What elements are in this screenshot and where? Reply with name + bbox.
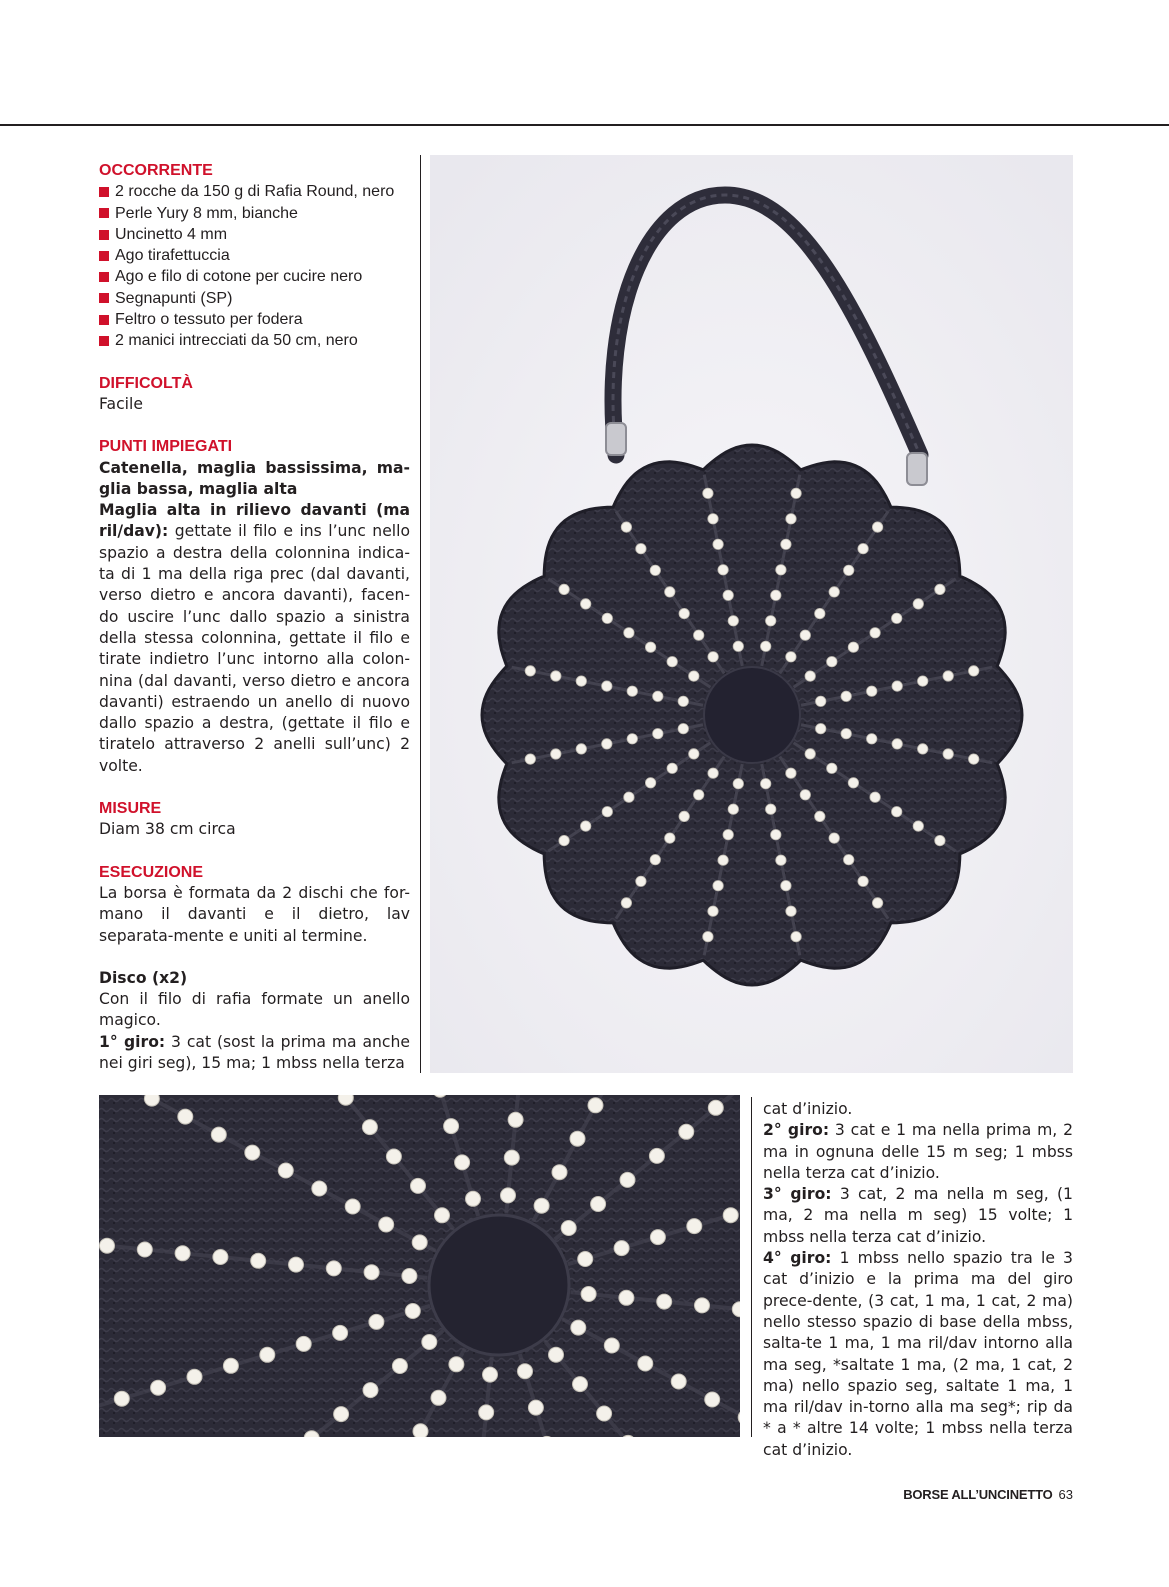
pearl bbox=[708, 514, 718, 524]
pearl bbox=[479, 1405, 494, 1420]
pearl bbox=[829, 587, 839, 597]
pearl bbox=[619, 1290, 634, 1305]
pearl bbox=[679, 1124, 694, 1139]
pearl bbox=[844, 855, 854, 865]
bag-photo bbox=[430, 155, 1073, 1073]
pearl bbox=[588, 1098, 603, 1113]
pearl bbox=[559, 835, 569, 845]
pearl bbox=[913, 599, 923, 609]
pearl bbox=[326, 1261, 341, 1276]
pearl bbox=[627, 734, 637, 744]
pearl bbox=[805, 671, 815, 681]
detail-photo bbox=[99, 1095, 740, 1437]
pearl bbox=[100, 1238, 115, 1253]
pearl bbox=[627, 686, 637, 696]
list-item: 2 rocche da 150 g di Rafia Round, nero bbox=[99, 181, 410, 202]
pearl bbox=[620, 1172, 635, 1187]
pearl bbox=[761, 641, 771, 651]
pearl bbox=[892, 739, 902, 749]
pearl bbox=[689, 671, 699, 681]
pearl bbox=[597, 1406, 612, 1421]
round-1: 1° giro: 3 cat (sost la prima ma anche nei giri seg), 15 ma; 1 mbss nella terza bbox=[99, 1032, 410, 1072]
pearl bbox=[624, 792, 634, 802]
pearl bbox=[604, 1338, 619, 1353]
pearl bbox=[449, 1357, 464, 1372]
difficolta-value: Facile bbox=[99, 394, 143, 413]
pearl bbox=[551, 671, 561, 681]
pearl bbox=[848, 642, 858, 652]
esecuzione-text: La borsa è formata da 2 dischi che for-mano il davanti e il dietro, lav separata-mente e uniti al termine. bbox=[99, 883, 410, 945]
pearl bbox=[369, 1314, 384, 1329]
pearl bbox=[943, 671, 953, 681]
pearl bbox=[870, 628, 880, 638]
pearl bbox=[602, 739, 612, 749]
pearl bbox=[614, 1241, 629, 1256]
list-item: Ago tirafettuccia bbox=[99, 245, 410, 266]
pearl bbox=[827, 763, 837, 773]
pearl bbox=[848, 778, 858, 788]
pearl bbox=[289, 1257, 304, 1272]
pearl bbox=[581, 599, 591, 609]
pearl bbox=[771, 590, 781, 600]
magazine-title: BORSE ALL’UNCINETTO bbox=[903, 1487, 1053, 1502]
pearl bbox=[534, 1198, 549, 1213]
pearl bbox=[363, 1383, 378, 1398]
pearl bbox=[552, 1165, 567, 1180]
pearl bbox=[708, 768, 718, 778]
pearl bbox=[969, 754, 979, 764]
misure-heading: MISURE bbox=[99, 800, 162, 818]
pearl bbox=[771, 830, 781, 840]
pearl bbox=[431, 1390, 446, 1405]
pearl bbox=[827, 657, 837, 667]
pearl bbox=[528, 1400, 543, 1415]
pearl bbox=[791, 932, 801, 942]
pearl bbox=[892, 807, 902, 817]
pearl bbox=[679, 811, 689, 821]
bullet-square-icon bbox=[99, 336, 109, 346]
pearl bbox=[841, 691, 851, 701]
pearl bbox=[653, 729, 663, 739]
pearl bbox=[723, 830, 733, 840]
column-divider bbox=[751, 1097, 752, 1437]
pearl bbox=[781, 881, 791, 891]
pearl bbox=[805, 749, 815, 759]
list-item: Feltro o tessuto per fodera bbox=[99, 309, 410, 330]
pearl bbox=[708, 652, 718, 662]
pearl bbox=[918, 744, 928, 754]
pearl bbox=[665, 833, 675, 843]
pearl bbox=[728, 616, 738, 626]
pearl bbox=[621, 522, 631, 532]
pearl bbox=[872, 522, 882, 532]
misure-value: Diam 38 cm circa bbox=[99, 820, 236, 839]
pearl bbox=[718, 855, 728, 865]
pearl bbox=[815, 608, 825, 618]
pearl bbox=[151, 1380, 166, 1395]
pearl bbox=[573, 1377, 588, 1392]
pearl bbox=[650, 855, 660, 865]
pearl bbox=[816, 696, 826, 706]
pearl bbox=[581, 1287, 596, 1302]
list-item: Uncinetto 4 mm bbox=[99, 224, 410, 245]
pearl bbox=[829, 833, 839, 843]
difficolta-heading: DIFFICOLTÀ bbox=[99, 374, 193, 392]
pearl bbox=[786, 768, 796, 778]
pearl bbox=[559, 584, 569, 594]
pearl bbox=[345, 1199, 360, 1214]
pearl bbox=[786, 652, 796, 662]
bag-illustration bbox=[430, 155, 1073, 1073]
disco-heading: Disco (x2) bbox=[99, 968, 188, 987]
bullet-square-icon bbox=[99, 293, 109, 303]
list-item: 2 manici intrecciati da 50 cm, nero bbox=[99, 330, 410, 351]
pearl bbox=[844, 565, 854, 575]
pearl bbox=[935, 835, 945, 845]
pearl bbox=[245, 1145, 260, 1160]
pearl bbox=[638, 1356, 653, 1371]
page-number: 63 bbox=[1058, 1487, 1073, 1502]
pearl bbox=[213, 1250, 228, 1265]
pearl bbox=[561, 1221, 576, 1236]
pearl bbox=[867, 686, 877, 696]
pearl bbox=[591, 1197, 606, 1212]
pearl bbox=[969, 666, 979, 676]
pearl bbox=[551, 749, 561, 759]
pearl bbox=[695, 1298, 710, 1313]
round-4: 4° giro: 1 mbss nello spazio tra le 3 cat d’inizio e la prima ma del giro prece-dente, (3 cat, 1 ma, 1 cat, 2 ma) nello stesso spazio di base della mbss, salta-te 1 ma, 1 ma ril/dav intorno alla ma seg, *saltate 1 ma, (2 ma, 1 cat, 2 ma) nello spazio seg, saltate 1 ma, 1 ma ril/dav in-torno alla ma seg*; rip da * a * altre 14 volte; 1 mbss nella terza cat d’inizio. bbox=[763, 1249, 1073, 1459]
pearl bbox=[892, 681, 902, 691]
pearl bbox=[402, 1269, 417, 1284]
pearl bbox=[645, 778, 655, 788]
pearl bbox=[211, 1127, 226, 1142]
pearl bbox=[708, 906, 718, 916]
stitch-list-line: Catenella, maglia bassissima, ma- bbox=[99, 458, 410, 477]
pearl bbox=[733, 641, 743, 651]
top-rule bbox=[0, 124, 1169, 126]
pearl bbox=[636, 544, 646, 554]
pearl bbox=[870, 792, 880, 802]
occorrente-heading: OCCORRENTE bbox=[99, 162, 213, 179]
pearl bbox=[728, 804, 738, 814]
stitch-definition bbox=[99, 500, 410, 777]
pearl bbox=[761, 779, 771, 789]
pearl bbox=[405, 1304, 420, 1319]
stitch-list-line: glia bassa, maglia alta bbox=[99, 479, 298, 498]
pearl bbox=[650, 565, 660, 575]
pearl bbox=[412, 1235, 427, 1250]
pearl bbox=[867, 734, 877, 744]
bullet-square-icon bbox=[99, 272, 109, 282]
pearl bbox=[571, 1320, 586, 1335]
disco-intro: Con il filo di rafia formate un anello magico. bbox=[99, 990, 410, 1030]
pearl bbox=[624, 628, 634, 638]
esecuzione-heading: ESECUZIONE bbox=[99, 863, 204, 881]
pearl bbox=[776, 565, 786, 575]
pearl bbox=[657, 1294, 672, 1309]
pearl bbox=[483, 1367, 498, 1382]
list-item: Perle Yury 8 mm, bianche bbox=[99, 203, 410, 224]
pearl bbox=[645, 642, 655, 652]
pearl bbox=[296, 1336, 311, 1351]
pearl bbox=[525, 754, 535, 764]
bullet-square-icon bbox=[99, 230, 109, 240]
pearl bbox=[918, 676, 928, 686]
pearl bbox=[786, 514, 796, 524]
pearl bbox=[364, 1265, 379, 1280]
pearl bbox=[602, 807, 612, 817]
pearl bbox=[667, 657, 677, 667]
column-divider bbox=[420, 155, 421, 1073]
pearl bbox=[678, 724, 688, 734]
pearl bbox=[251, 1253, 266, 1268]
pearl bbox=[892, 613, 902, 623]
pearl bbox=[858, 544, 868, 554]
pearl bbox=[913, 821, 923, 831]
detail-illustration bbox=[99, 1095, 740, 1437]
pearl bbox=[576, 676, 586, 686]
pearl bbox=[872, 898, 882, 908]
pearl bbox=[766, 616, 776, 626]
pearl bbox=[786, 906, 796, 916]
pearl bbox=[943, 749, 953, 759]
pearl bbox=[665, 587, 675, 597]
pearl bbox=[841, 729, 851, 739]
pearl bbox=[694, 790, 704, 800]
pearl bbox=[362, 1120, 377, 1135]
disk-center bbox=[704, 667, 800, 763]
pearl bbox=[636, 876, 646, 886]
pearl bbox=[466, 1191, 481, 1206]
right-column bbox=[763, 1099, 1073, 1461]
pearl bbox=[312, 1181, 327, 1196]
pearl bbox=[334, 1407, 349, 1422]
pearl bbox=[578, 1252, 593, 1267]
pearl bbox=[671, 1374, 686, 1389]
pearl bbox=[602, 681, 612, 691]
pearl bbox=[766, 804, 776, 814]
pearl bbox=[581, 821, 591, 831]
left-column bbox=[99, 160, 410, 1074]
round-2: 2° giro: 3 cat e 1 ma nella prima m, 2 ma in ognuna delle 15 m seg; 1 mbss nella terza cat d’inizio. bbox=[763, 1121, 1073, 1182]
pearl bbox=[422, 1335, 437, 1350]
materials-list bbox=[99, 181, 410, 351]
metal-ring bbox=[907, 453, 927, 485]
crochet-disk bbox=[482, 445, 1022, 985]
pearl bbox=[935, 584, 945, 594]
pearl bbox=[549, 1347, 564, 1362]
pearl bbox=[858, 876, 868, 886]
pearl bbox=[653, 691, 663, 701]
pearl bbox=[815, 811, 825, 821]
pearl bbox=[705, 1392, 720, 1407]
pearl bbox=[444, 1119, 459, 1134]
pearl bbox=[733, 779, 743, 789]
pearl bbox=[411, 1178, 426, 1193]
pearl bbox=[723, 1208, 738, 1223]
pearl bbox=[718, 565, 728, 575]
pearl bbox=[508, 1112, 523, 1127]
pearl bbox=[708, 1100, 723, 1115]
pearl bbox=[723, 590, 733, 600]
pearl bbox=[776, 855, 786, 865]
page-footer bbox=[903, 1487, 1073, 1502]
punti-heading: PUNTI IMPIEGATI bbox=[99, 438, 233, 456]
pearl bbox=[333, 1325, 348, 1340]
pearl bbox=[667, 763, 677, 773]
pearl bbox=[392, 1359, 407, 1374]
pearl bbox=[800, 630, 810, 640]
pearl bbox=[703, 932, 713, 942]
pearl bbox=[679, 608, 689, 618]
pearl bbox=[187, 1369, 202, 1384]
bullet-square-icon bbox=[99, 187, 109, 197]
round-1-continued: cat d’inizio. bbox=[763, 1100, 853, 1118]
pearl bbox=[223, 1358, 238, 1373]
round-3: 3° giro: 3 cat, 2 ma nella m seg, (1 ma, 2 ma nella m seg) 15 volte; 1 mbss nella terza cat d’inizio. bbox=[763, 1185, 1073, 1246]
bullet-square-icon bbox=[99, 208, 109, 218]
pearl bbox=[137, 1242, 152, 1257]
pearl bbox=[576, 744, 586, 754]
stitch-term: Maglia alta in rilievo davanti (ma ril/dav): bbox=[99, 501, 410, 541]
pearl bbox=[260, 1347, 275, 1362]
pearl bbox=[175, 1246, 190, 1261]
pearl bbox=[694, 630, 704, 640]
pearl bbox=[689, 749, 699, 759]
pearl bbox=[713, 881, 723, 891]
list-item: Segnapunti (SP) bbox=[99, 288, 410, 309]
pearl bbox=[816, 724, 826, 734]
pearl bbox=[687, 1219, 702, 1234]
pearl bbox=[781, 539, 791, 549]
pearl bbox=[791, 488, 801, 498]
pearl bbox=[501, 1188, 516, 1203]
pearl bbox=[650, 1230, 665, 1245]
detail-center bbox=[429, 1215, 569, 1355]
pearl bbox=[278, 1163, 293, 1178]
pearl bbox=[602, 613, 612, 623]
pearl bbox=[518, 1364, 533, 1379]
pearl bbox=[649, 1148, 664, 1163]
pearl bbox=[144, 1095, 159, 1106]
pearl bbox=[178, 1109, 193, 1124]
pearl bbox=[386, 1149, 401, 1164]
bullet-square-icon bbox=[99, 315, 109, 325]
pearl bbox=[678, 696, 688, 706]
pearl bbox=[621, 898, 631, 908]
pearl bbox=[713, 539, 723, 549]
pearl bbox=[800, 790, 810, 800]
pearl bbox=[379, 1217, 394, 1232]
stitch-description: gettate il filo e ins l’unc nello spazio a destra della colonnina indica-ta di 1 ma della riga prec (dal davanti, verso dietro e ancora davanti), facen-do uscire l’unc dallo spazio a sinistra della stessa colonnina, gettate il filo e tirate indietro l’unc intorno alla colon-nina (dal davanti, verso dietro e ancora davanti) estraendo un anello di nuovo dallo spazio a destra, (gettate il filo e tiratelo attraverso 2 anelli sull’unc) 2 volte. bbox=[99, 522, 410, 775]
metal-ring bbox=[606, 423, 626, 455]
pearl bbox=[338, 1095, 353, 1105]
list-item: Ago e filo di cotone per cucire nero bbox=[99, 266, 410, 287]
bullet-square-icon bbox=[99, 251, 109, 261]
pearl bbox=[435, 1208, 450, 1223]
pearl bbox=[413, 1424, 428, 1437]
pearl bbox=[525, 666, 535, 676]
pearl bbox=[455, 1155, 470, 1170]
pearl bbox=[504, 1150, 519, 1165]
pearl bbox=[703, 488, 713, 498]
pearl bbox=[570, 1131, 585, 1146]
pearl bbox=[114, 1391, 129, 1406]
